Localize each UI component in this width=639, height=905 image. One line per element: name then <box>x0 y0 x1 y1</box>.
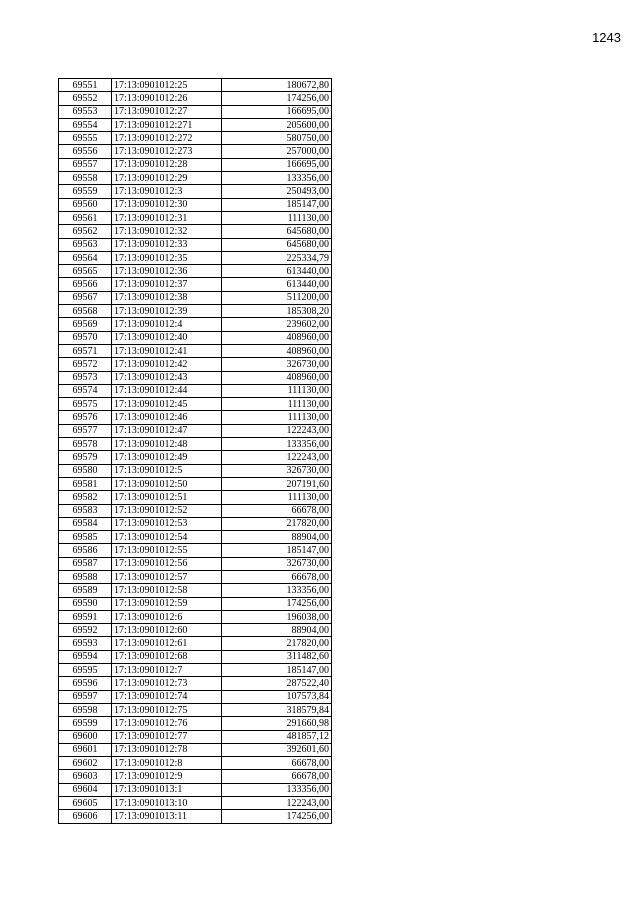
value-cell: 185147,00 <box>222 664 332 677</box>
row-number-cell: 69598 <box>59 703 112 716</box>
value-cell: 613440,00 <box>222 265 332 278</box>
row-number-cell: 69574 <box>59 384 112 397</box>
value-cell: 166695,00 <box>222 105 332 118</box>
table-row <box>59 411 332 424</box>
row-number-cell: 69556 <box>59 145 112 158</box>
value-cell: 174256,00 <box>222 597 332 610</box>
cadastral-number-cell: 17:13:0901012:30 <box>112 198 222 211</box>
value-cell: 311482,60 <box>222 650 332 663</box>
cadastral-number-cell: 17:13:0901012:28 <box>112 158 222 171</box>
row-number-cell: 69585 <box>59 531 112 544</box>
row-number-cell: 69584 <box>59 517 112 530</box>
table-row <box>59 278 332 291</box>
table-row <box>59 398 332 411</box>
table-body <box>59 79 332 824</box>
value-cell: 66678,00 <box>222 504 332 517</box>
value-cell: 111130,00 <box>222 384 332 397</box>
table-row <box>59 384 332 397</box>
row-number-cell: 69599 <box>59 717 112 730</box>
row-number-cell: 69555 <box>59 132 112 145</box>
table-row <box>59 624 332 637</box>
row-number-cell: 69596 <box>59 677 112 690</box>
row-number-cell: 69568 <box>59 305 112 318</box>
table-row <box>59 531 332 544</box>
row-number-cell: 69553 <box>59 105 112 118</box>
cadastral-number-cell: 17:13:0901012:35 <box>112 251 222 264</box>
cadastral-number-cell: 17:13:0901012:41 <box>112 344 222 357</box>
cadastral-number-cell: 17:13:0901012:45 <box>112 398 222 411</box>
row-number-cell: 69572 <box>59 358 112 371</box>
value-cell: 111130,00 <box>222 411 332 424</box>
table-row <box>59 424 332 437</box>
row-number-cell: 69602 <box>59 757 112 770</box>
table-row <box>59 797 332 810</box>
value-cell: 185147,00 <box>222 198 332 211</box>
table-row <box>59 371 332 384</box>
table-row <box>59 79 332 92</box>
value-cell: 225334,79 <box>222 251 332 264</box>
table-row <box>59 664 332 677</box>
table-row <box>59 597 332 610</box>
row-number-cell: 69567 <box>59 291 112 304</box>
cadastral-value-table <box>58 78 332 824</box>
cadastral-number-cell: 17:13:0901012:68 <box>112 650 222 663</box>
cadastral-number-cell: 17:13:0901012:61 <box>112 637 222 650</box>
value-cell: 613440,00 <box>222 278 332 291</box>
table-row <box>59 464 332 477</box>
cadastral-number-cell: 17:13:0901012:51 <box>112 491 222 504</box>
cadastral-number-cell: 17:13:0901012:27 <box>112 105 222 118</box>
cadastral-number-cell: 17:13:0901012:31 <box>112 211 222 224</box>
row-number-cell: 69600 <box>59 730 112 743</box>
row-number-cell: 69604 <box>59 783 112 796</box>
value-cell: 207191,60 <box>222 477 332 490</box>
table-row <box>59 291 332 304</box>
cadastral-number-cell: 17:13:0901013:11 <box>112 810 222 823</box>
row-number-cell: 69605 <box>59 797 112 810</box>
table-row <box>59 610 332 623</box>
cadastral-number-cell: 17:13:0901012:37 <box>112 278 222 291</box>
value-cell: 645680,00 <box>222 238 332 251</box>
table-row <box>59 238 332 251</box>
table-row <box>59 265 332 278</box>
row-number-cell: 69579 <box>59 451 112 464</box>
value-cell: 291660,98 <box>222 717 332 730</box>
table-row <box>59 331 332 344</box>
value-cell: 205600,00 <box>222 118 332 131</box>
cadastral-number-cell: 17:13:0901012:9 <box>112 770 222 783</box>
table-row <box>59 544 332 557</box>
cadastral-number-cell: 17:13:0901012:8 <box>112 757 222 770</box>
row-number-cell: 69569 <box>59 318 112 331</box>
cadastral-number-cell: 17:13:0901012:54 <box>112 531 222 544</box>
table-row <box>59 677 332 690</box>
table-row <box>59 570 332 583</box>
row-number-cell: 69586 <box>59 544 112 557</box>
row-number-cell: 69593 <box>59 637 112 650</box>
cadastral-number-cell: 17:13:0901012:42 <box>112 358 222 371</box>
row-number-cell: 69577 <box>59 424 112 437</box>
value-cell: 111130,00 <box>222 398 332 411</box>
row-number-cell: 69559 <box>59 185 112 198</box>
cadastral-number-cell: 17:13:0901012:7 <box>112 664 222 677</box>
value-cell: 122243,00 <box>222 424 332 437</box>
row-number-cell: 69571 <box>59 344 112 357</box>
row-number-cell: 69557 <box>59 158 112 171</box>
row-number-cell: 69587 <box>59 557 112 570</box>
row-number-cell: 69606 <box>59 810 112 823</box>
cadastral-number-cell: 17:13:0901012:56 <box>112 557 222 570</box>
page-number: 1243 <box>592 30 621 45</box>
value-cell: 133356,00 <box>222 172 332 185</box>
value-cell: 111130,00 <box>222 491 332 504</box>
row-number-cell: 69592 <box>59 624 112 637</box>
cadastral-number-cell: 17:13:0901013:10 <box>112 797 222 810</box>
row-number-cell: 69583 <box>59 504 112 517</box>
value-cell: 133356,00 <box>222 584 332 597</box>
value-cell: 217820,00 <box>222 637 332 650</box>
value-cell: 392601,60 <box>222 743 332 756</box>
value-cell: 174256,00 <box>222 810 332 823</box>
row-number-cell: 69570 <box>59 331 112 344</box>
cadastral-number-cell: 17:13:0901012:39 <box>112 305 222 318</box>
row-number-cell: 69552 <box>59 92 112 105</box>
row-number-cell: 69597 <box>59 690 112 703</box>
value-cell: 481857,12 <box>222 730 332 743</box>
cadastral-number-cell: 17:13:0901012:29 <box>112 172 222 185</box>
table-row <box>59 211 332 224</box>
cadastral-number-cell: 17:13:0901012:77 <box>112 730 222 743</box>
table-row <box>59 118 332 131</box>
table-row <box>59 198 332 211</box>
table-row <box>59 770 332 783</box>
value-cell: 287522,40 <box>222 677 332 690</box>
row-number-cell: 69595 <box>59 664 112 677</box>
cadastral-number-cell: 17:13:0901012:26 <box>112 92 222 105</box>
row-number-cell: 69603 <box>59 770 112 783</box>
table-row <box>59 145 332 158</box>
table-row <box>59 783 332 796</box>
cadastral-number-cell: 17:13:0901012:78 <box>112 743 222 756</box>
table-row <box>59 358 332 371</box>
table-row <box>59 517 332 530</box>
value-cell: 180672,80 <box>222 79 332 92</box>
table-row <box>59 451 332 464</box>
value-cell: 196038,00 <box>222 610 332 623</box>
value-cell: 326730,00 <box>222 358 332 371</box>
value-cell: 408960,00 <box>222 371 332 384</box>
row-number-cell: 69589 <box>59 584 112 597</box>
row-number-cell: 69588 <box>59 570 112 583</box>
table-row <box>59 730 332 743</box>
row-number-cell: 69561 <box>59 211 112 224</box>
cadastral-number-cell: 17:13:0901012:273 <box>112 145 222 158</box>
row-number-cell: 69558 <box>59 172 112 185</box>
row-number-cell: 69564 <box>59 251 112 264</box>
value-cell: 88904,00 <box>222 531 332 544</box>
row-number-cell: 69551 <box>59 79 112 92</box>
cadastral-number-cell: 17:13:0901012:36 <box>112 265 222 278</box>
table-row <box>59 557 332 570</box>
cadastral-number-cell: 17:13:0901012:38 <box>112 291 222 304</box>
row-number-cell: 69594 <box>59 650 112 663</box>
cadastral-number-cell: 17:13:0901012:74 <box>112 690 222 703</box>
table-row <box>59 690 332 703</box>
table-row <box>59 757 332 770</box>
value-cell: 239602,00 <box>222 318 332 331</box>
value-cell: 185308,20 <box>222 305 332 318</box>
row-number-cell: 69582 <box>59 491 112 504</box>
cadastral-number-cell: 17:13:0901012:40 <box>112 331 222 344</box>
cadastral-number-cell: 17:13:0901012:3 <box>112 185 222 198</box>
value-cell: 122243,00 <box>222 797 332 810</box>
value-cell: 111130,00 <box>222 211 332 224</box>
cadastral-number-cell: 17:13:0901012:271 <box>112 118 222 131</box>
cadastral-number-cell: 17:13:0901012:48 <box>112 438 222 451</box>
table-row <box>59 504 332 517</box>
row-number-cell: 69580 <box>59 464 112 477</box>
cadastral-number-cell: 17:13:0901012:55 <box>112 544 222 557</box>
value-cell: 408960,00 <box>222 331 332 344</box>
row-number-cell: 69554 <box>59 118 112 131</box>
table-row <box>59 491 332 504</box>
table-row <box>59 132 332 145</box>
cadastral-number-cell: 17:13:0901012:57 <box>112 570 222 583</box>
row-number-cell: 69562 <box>59 225 112 238</box>
cadastral-number-cell: 17:13:0901012:46 <box>112 411 222 424</box>
value-cell: 133356,00 <box>222 438 332 451</box>
table-row <box>59 92 332 105</box>
value-cell: 66678,00 <box>222 757 332 770</box>
cadastral-number-cell: 17:13:0901012:25 <box>112 79 222 92</box>
cadastral-number-cell: 17:13:0901012:32 <box>112 225 222 238</box>
table-row <box>59 158 332 171</box>
cadastral-number-cell: 17:13:0901012:43 <box>112 371 222 384</box>
row-number-cell: 69576 <box>59 411 112 424</box>
value-cell: 66678,00 <box>222 570 332 583</box>
cadastral-number-cell: 17:13:0901012:60 <box>112 624 222 637</box>
value-cell: 185147,00 <box>222 544 332 557</box>
value-cell: 250493,00 <box>222 185 332 198</box>
row-number-cell: 69573 <box>59 371 112 384</box>
value-cell: 318579,84 <box>222 703 332 716</box>
value-cell: 166695,00 <box>222 158 332 171</box>
value-cell: 257000,00 <box>222 145 332 158</box>
table-row <box>59 743 332 756</box>
table-row <box>59 584 332 597</box>
cadastral-number-cell: 17:13:0901012:75 <box>112 703 222 716</box>
value-cell: 66678,00 <box>222 770 332 783</box>
row-number-cell: 69591 <box>59 610 112 623</box>
cadastral-number-cell: 17:13:0901012:76 <box>112 717 222 730</box>
row-number-cell: 69578 <box>59 438 112 451</box>
cadastral-number-cell: 17:13:0901012:50 <box>112 477 222 490</box>
row-number-cell: 69560 <box>59 198 112 211</box>
table-row <box>59 225 332 238</box>
cadastral-number-cell: 17:13:0901012:58 <box>112 584 222 597</box>
cadastral-number-cell: 17:13:0901012:53 <box>112 517 222 530</box>
value-cell: 107573,84 <box>222 690 332 703</box>
table-row <box>59 105 332 118</box>
cadastral-number-cell: 17:13:0901012:59 <box>112 597 222 610</box>
cadastral-number-cell: 17:13:0901012:52 <box>112 504 222 517</box>
table-row <box>59 318 332 331</box>
cadastral-number-cell: 17:13:0901012:33 <box>112 238 222 251</box>
cadastral-number-cell: 17:13:0901012:47 <box>112 424 222 437</box>
table-row <box>59 438 332 451</box>
value-cell: 133356,00 <box>222 783 332 796</box>
row-number-cell: 69565 <box>59 265 112 278</box>
table-row <box>59 703 332 716</box>
value-cell: 326730,00 <box>222 464 332 477</box>
row-number-cell: 69590 <box>59 597 112 610</box>
cadastral-number-cell: 17:13:0901012:6 <box>112 610 222 623</box>
table-row <box>59 185 332 198</box>
table-row <box>59 305 332 318</box>
value-cell: 326730,00 <box>222 557 332 570</box>
value-cell: 408960,00 <box>222 344 332 357</box>
value-cell: 122243,00 <box>222 451 332 464</box>
cadastral-number-cell: 17:13:0901012:5 <box>112 464 222 477</box>
cadastral-number-cell: 17:13:0901012:73 <box>112 677 222 690</box>
row-number-cell: 69581 <box>59 477 112 490</box>
row-number-cell: 69566 <box>59 278 112 291</box>
table-row <box>59 810 332 823</box>
value-cell: 174256,00 <box>222 92 332 105</box>
value-cell: 217820,00 <box>222 517 332 530</box>
value-cell: 88904,00 <box>222 624 332 637</box>
table-row <box>59 344 332 357</box>
row-number-cell: 69601 <box>59 743 112 756</box>
table-row <box>59 650 332 663</box>
cadastral-number-cell: 17:13:0901012:49 <box>112 451 222 464</box>
value-cell: 511200,00 <box>222 291 332 304</box>
row-number-cell: 69575 <box>59 398 112 411</box>
row-number-cell: 69563 <box>59 238 112 251</box>
value-cell: 645680,00 <box>222 225 332 238</box>
table-row <box>59 477 332 490</box>
cadastral-number-cell: 17:13:0901013:1 <box>112 783 222 796</box>
table-row <box>59 717 332 730</box>
value-cell: 580750,00 <box>222 132 332 145</box>
cadastral-number-cell: 17:13:0901012:4 <box>112 318 222 331</box>
table-row <box>59 172 332 185</box>
cadastral-number-cell: 17:13:0901012:44 <box>112 384 222 397</box>
table-row <box>59 637 332 650</box>
table-row <box>59 251 332 264</box>
cadastral-number-cell: 17:13:0901012:272 <box>112 132 222 145</box>
